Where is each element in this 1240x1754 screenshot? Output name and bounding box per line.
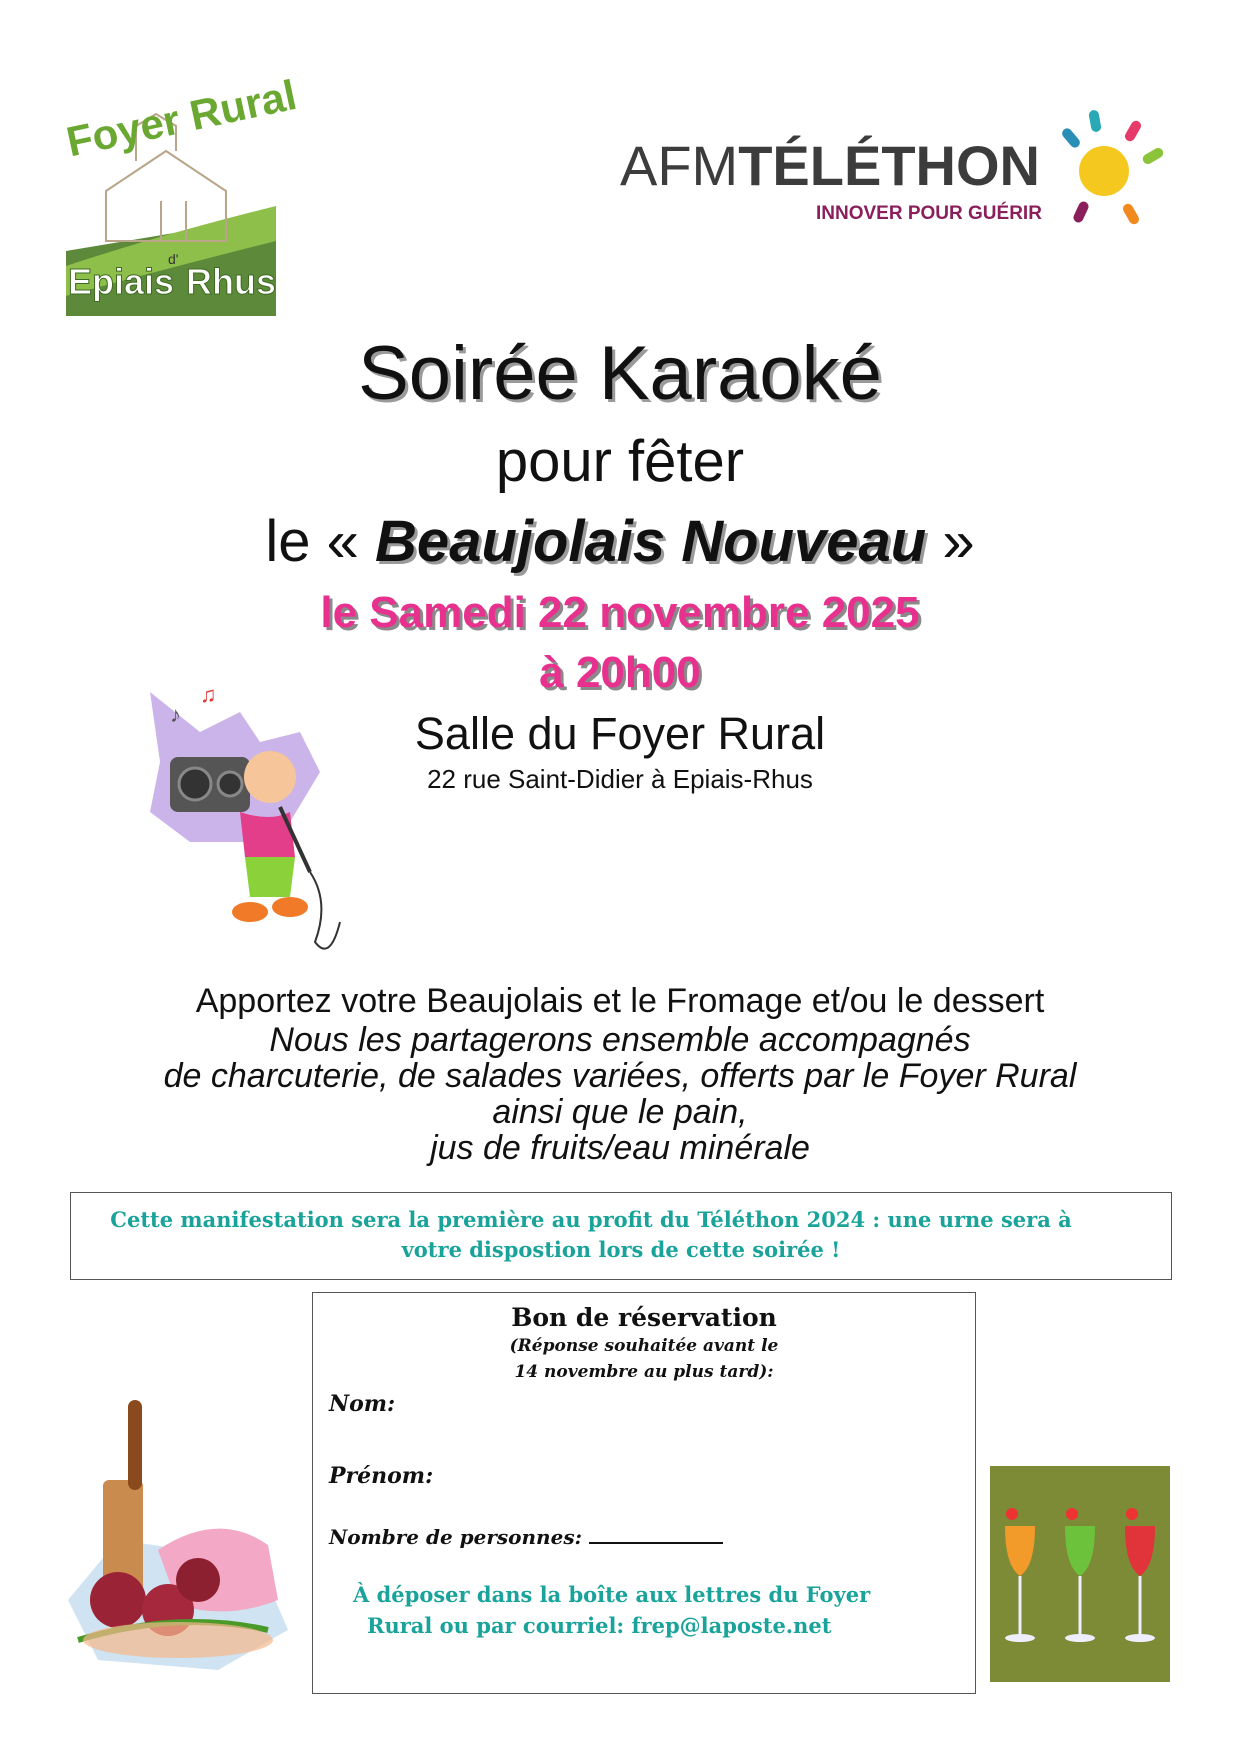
share-line-1: Nous les partagerons ensemble accompagnés [269,1021,971,1059]
reservation-title: Bon de réservation [511,1303,777,1332]
telethon-line-1: Cette manifestation sera la première au profit du Téléthon 2024 : une urne sera à [110,1207,1072,1232]
share-line-3: ainsi que le pain, [492,1093,748,1131]
afm-telethon-logo [620,105,1170,240]
svg-text:♫: ♫ [200,682,217,707]
deposit-line-1: À déposer dans la boîte aux lettres du Foyer [353,1582,871,1607]
telethon-line-2: votre dispostion lors de cette soirée ! [401,1237,841,1262]
svg-text:AFMTÉLÉTHON [620,134,1040,197]
reservation-subtitle-2: 14 novembre au plus tard): [514,1362,774,1382]
event-date: le Samedi 22 novembre 2025 [320,588,920,637]
event-venue: Salle du Foyer Rural [414,708,826,759]
event-name: Beaujolais Nouveau [375,509,927,574]
foyer-logo-rhus: Rhus [186,261,276,302]
telethon-word: TÉLÉTHON [738,134,1040,197]
event-name-suffix: » [926,509,975,574]
karaoke-boy-clipart [130,672,370,972]
event-title: Soirée Karaoké [358,331,882,416]
foyer-logo-line1: Foyer Rural [62,70,301,166]
foyer-logo-epiais: Epiais [68,261,175,302]
reservation-subtitle-1: (Réponse souhaitée avant le [509,1336,779,1356]
bring-text: Apportez votre Beaujolais et le Fromage et/ou le dessert [195,982,1045,1020]
nom-label: Nom: [329,1391,396,1417]
prenom-label: Prénom: [329,1463,434,1489]
afm-word: AFM [620,134,739,197]
event-subtitle: pour fêter [495,429,745,494]
event-address: 22 rue Saint-Didier à Epiais-Rhus [427,764,813,794]
charcuterie-clipart [58,1400,298,1680]
nombre-label: Nombre de personnes: [329,1525,723,1549]
foyer-rural-logo [62,66,301,316]
event-name-prefix: le « [265,509,376,574]
deposit-line-2: Rural ou par courriel: frep@laposte.net [367,1613,832,1638]
event-name-line [0,508,1240,575]
event-time: à 20h00 [539,648,701,697]
share-line-4: jus de fruits/eau minérale [430,1129,810,1167]
cocktails-clipart [990,1466,1170,1682]
share-line-2: de charcuterie, de salades variées, offerts par le Foyer Rural [163,1057,1077,1095]
svg-text:♪: ♪ [170,702,181,727]
afm-tagline: INNOVER POUR GUÉRIR [816,203,1042,224]
reservation-form [312,1292,976,1694]
foyer-logo-d: d' [168,251,179,267]
telethon-notice-box [70,1192,1172,1280]
